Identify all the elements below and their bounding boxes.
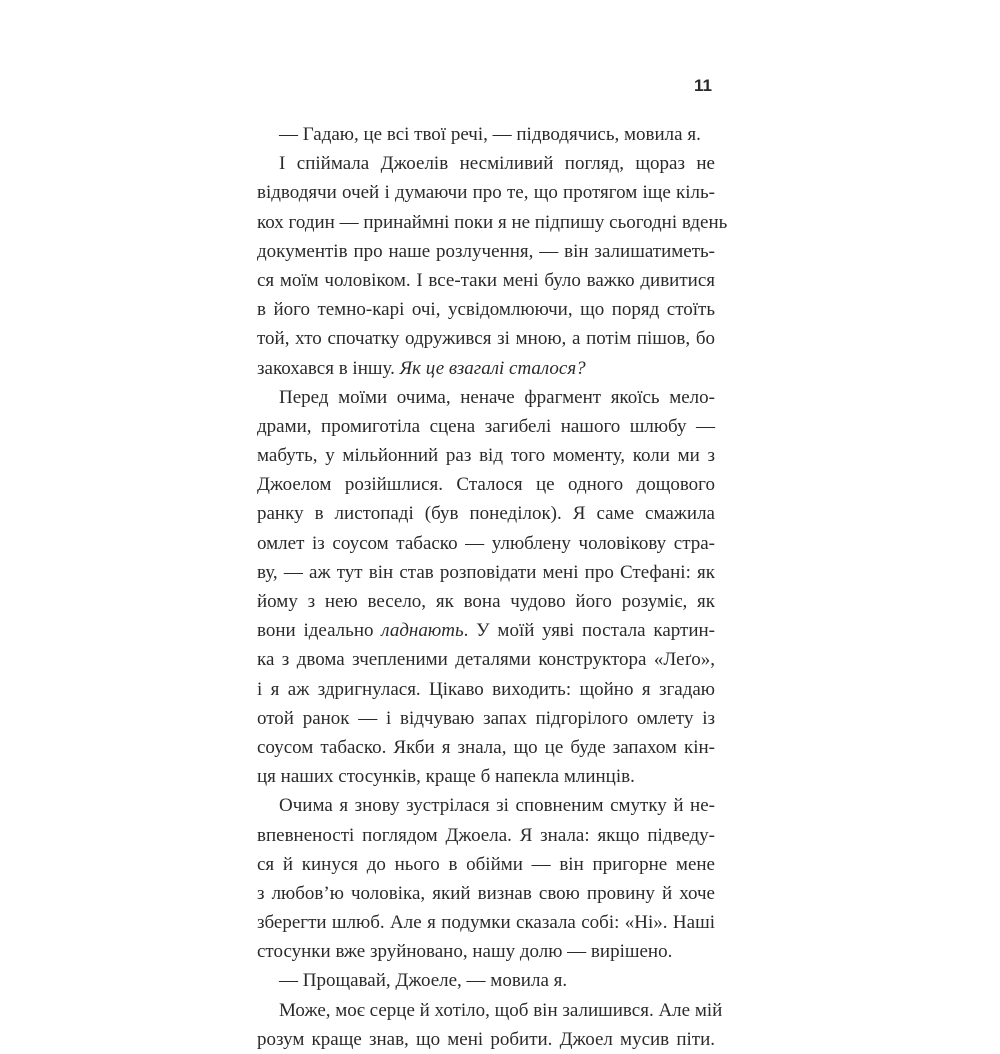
text-line (257, 791, 715, 820)
text-line (257, 733, 715, 762)
text-segment: ву, — аж тут він став розповідати мені про Стефані: як (257, 561, 715, 583)
text-line (257, 412, 715, 441)
text-line (257, 821, 715, 850)
text-segment: ся моїм чоловіком. І все-таки мені було важко дивитися (257, 269, 715, 291)
body-text (257, 120, 728, 1054)
text-segment: — Прощавай, Джоеле, — мовила я. (279, 970, 568, 992)
text-line (257, 616, 715, 645)
text-segment: омлет із соусом табаско — улюблену чоловікову стра- (257, 532, 715, 554)
text-line (257, 295, 715, 324)
text-segment: Перед моїми очима, неначе фрагмент якоїсь мело- (279, 386, 715, 408)
text-segment: ка з двома зчепленими деталями конструктора «Леґо», (257, 649, 715, 671)
text-segment: отой ранок — і відчуваю запах підгорілого омлету із (257, 707, 715, 729)
text-line (257, 879, 715, 908)
text-segment: відводячи очей і думаючи про те, що протягом іще кіль- (257, 182, 715, 204)
text-line (257, 908, 715, 937)
page-number: 11 (694, 76, 712, 95)
text-segment: вони ідеально (257, 620, 382, 642)
text-line (257, 354, 715, 383)
text-segment: з любов’ю чоловіка, який визнав свою провину й хоче (257, 882, 715, 904)
text-line (257, 324, 715, 353)
text-segment: той, хто спочатку одружився зі мною, а потім пішов, бо (257, 328, 715, 350)
text-segment: соусом табаско. Якби я знала, що це буде запахом кін- (257, 736, 715, 758)
text-line (257, 996, 723, 1025)
text-segment: ранку в листопаді (був понеділок). Я саме смажила (257, 503, 715, 525)
text-segment: . У моїй уяві постала картин- (463, 620, 716, 642)
text-segment: Джоелом розійшлися. Сталося це одного дощового (257, 474, 715, 496)
text-segment: в його темно-карі очі, усвідомлюючи, що поряд стоїть (257, 299, 715, 321)
text-line (257, 149, 715, 178)
text-segment: І спіймала Джоелів несміливий погляд, щораз не (279, 153, 715, 175)
text-segment: ця наших стосунків, краще б напекла млинців. (257, 766, 635, 788)
text-line (257, 208, 728, 237)
text-segment: зберегти шлюб. Але я подумки сказала собі: «Ні». Наші (257, 912, 715, 934)
text-line (257, 266, 715, 295)
text-line (257, 470, 715, 499)
text-segment: розум краще знав, що мені робити. Джоел мусив піти. (257, 1028, 715, 1050)
text-line (257, 237, 715, 266)
text-segment: і я аж здригнулася. Цікаво виходить: щойно я згадаю (257, 678, 715, 700)
text-line (257, 383, 715, 412)
text-line (257, 645, 715, 674)
text-line (257, 937, 715, 966)
text-line (257, 850, 715, 879)
text-line (257, 762, 715, 791)
text-segment: драми, промиготіла сцена загибелі нашого шлюбу — (257, 415, 715, 437)
text-segment: — Гадаю, це всі твої речі, — підводячись, мовила я. (279, 124, 701, 145)
text-segment: Може, моє серце й хотіло, щоб він залишився. Але мій (279, 999, 723, 1021)
text-line (257, 499, 715, 528)
text-line (257, 441, 715, 470)
text-segment: кох годин — принаймні поки я не підпишу сьогодні вдень (257, 211, 728, 233)
text-line (257, 966, 715, 995)
text-line (257, 558, 715, 587)
text-line (257, 1025, 715, 1054)
text-segment: йому з нею весело, як вона чудово його розуміє, як (257, 591, 715, 612)
text-line (257, 120, 715, 149)
text-segment: впевненості поглядом Джоела. Я знала: якщо підведу- (257, 824, 715, 846)
text-segment: мабуть, у мільйонний раз від того моменту, коли ми з (257, 445, 715, 467)
italic-text-segment: ладнають (381, 620, 464, 642)
italic-text-segment: Як це взагалі сталося? (399, 357, 586, 379)
text-line (257, 704, 715, 733)
text-line (257, 587, 715, 616)
text-segment: закохався в іншу. (257, 357, 400, 379)
text-segment: стосунки вже зруйновано, нашу долю — вирішено. (257, 941, 673, 963)
text-segment: документів про наше розлучення, — він залишатиметь- (257, 240, 715, 262)
text-line (257, 529, 715, 558)
text-line (257, 675, 715, 704)
text-segment: ся й кинуся до нього в обійми — він пригорне мене (257, 853, 715, 875)
text-line (257, 178, 715, 207)
text-segment: Очима я знову зустрілася зі сповненим смутку й не- (279, 795, 715, 817)
